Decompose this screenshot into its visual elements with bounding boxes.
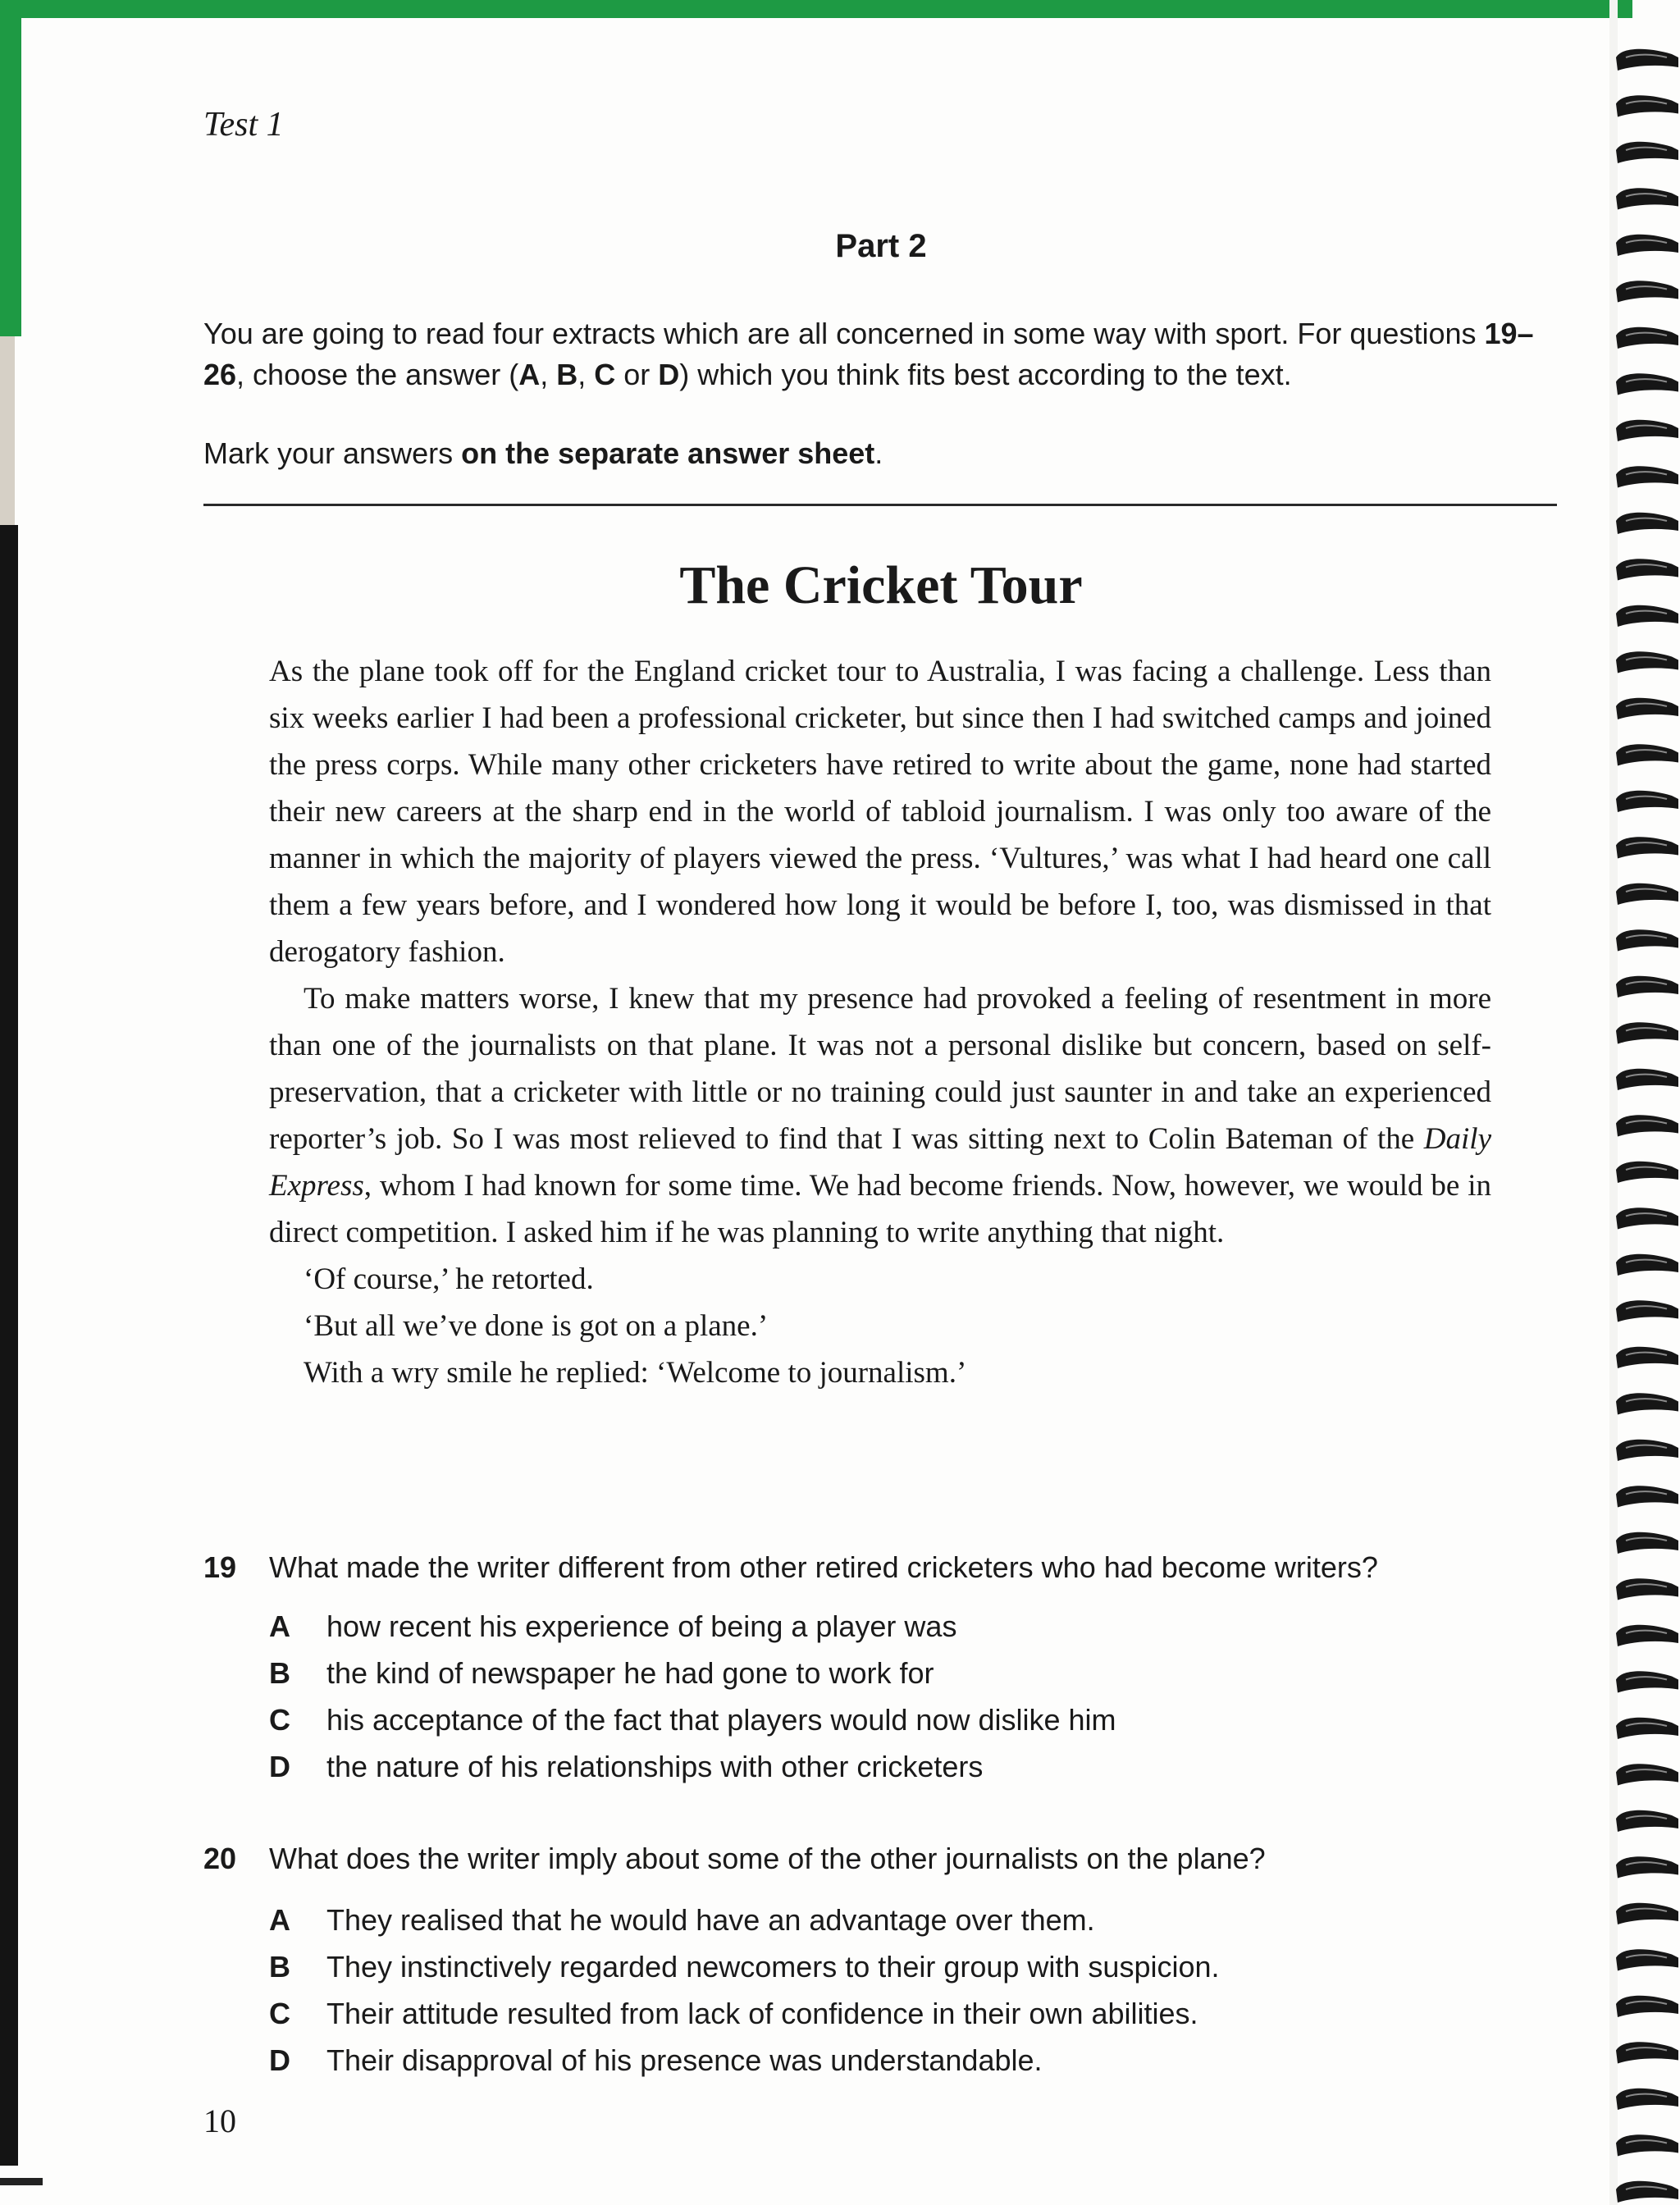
spiral-coil: [1616, 142, 1678, 163]
spiral-coil: [1616, 1996, 1678, 2017]
spiral-coil: [1616, 281, 1678, 302]
article-paragraph: To make matters worse, I knew that my presence had provoked a feeling of resentment in more than one of the journalists on that plane. It was not a personal dislike but concern, based on self-preservation, that a cricketer with little or no training could just saunter in and take an experienced reporter’s job. So I was most relieved to find that I was sitting next to Colin Bateman of the Daily Express, whom I had known for some time. We had become friends. Now, however, we would be in direct competition. I asked him if he was planning to write anything that night.: [269, 982, 1491, 1249]
spiral-binding: [1608, 0, 1680, 2205]
newspaper-name: Daily Express: [269, 1122, 1491, 1203]
section-divider: [203, 504, 1557, 506]
book-edge-top: [0, 0, 1632, 18]
dialogue-line: With a wry smile he replied: ‘Welcome to journalism.’: [304, 1356, 967, 1390]
spiral-coil: [1616, 1162, 1678, 1183]
page-edge-strip: [0, 336, 15, 525]
spiral-coil: [1616, 929, 1678, 951]
spiral-coil: [1616, 1254, 1678, 1276]
spiral-coil: [1616, 188, 1678, 209]
spiral-coil: [1616, 837, 1678, 858]
spiral-coil: [1616, 1578, 1678, 1600]
question-number: 19: [203, 1550, 237, 1584]
spiral-coil: [1616, 1069, 1678, 1090]
question-text: What made the writer different from other retired cricketers who had become writers?: [269, 1550, 1378, 1584]
spiral-coil: [1616, 1856, 1678, 1878]
spiral-coil: [1616, 2134, 1678, 2156]
spiral-coil: [1616, 1810, 1678, 1832]
spiral-coil: [1616, 1532, 1678, 1554]
article-body: [269, 648, 1491, 1396]
spiral-coil: [1616, 976, 1678, 998]
spiral-coil: [1616, 1625, 1678, 1646]
page-number: 10: [203, 2102, 236, 2139]
spiral-coil: [1616, 1764, 1678, 1785]
spiral-coil: [1616, 95, 1678, 116]
dialogue-line: ‘But all we’ve done is got on a plane.’: [304, 1309, 769, 1343]
book-edge-left: [0, 0, 21, 336]
spiral-coil: [1616, 1208, 1678, 1229]
spiral-coil: [1616, 1486, 1678, 1507]
page-edge-shadow: [0, 525, 18, 2166]
spiral-coil: [1616, 1718, 1678, 1739]
spiral-coil: [1616, 1903, 1678, 1924]
spiral-coil: [1616, 1347, 1678, 1368]
question-number: 20: [203, 1842, 237, 1875]
spiral-coil: [1616, 2181, 1678, 2203]
spiral-coil: [1616, 420, 1678, 441]
spiral-coil: [1616, 373, 1678, 395]
spiral-coil: [1616, 1300, 1678, 1322]
spiral-coil: [1616, 698, 1678, 719]
spiral-coil: [1616, 2042, 1678, 2063]
test-label: Test 1: [203, 106, 284, 144]
answer-sheet-instruction: Mark your answers on the separate answer sheet.: [203, 436, 883, 470]
corner-mark: [0, 2178, 43, 2185]
question-text: What does the writer imply about some of the other journalists on the plane?: [269, 1842, 1266, 1875]
spiral-coil: [1616, 513, 1678, 534]
spiral-coil: [1616, 791, 1678, 812]
spiral-coil: [1616, 1022, 1678, 1043]
spiral-coil: [1616, 1115, 1678, 1136]
spiral-coil: [1616, 2089, 1678, 2110]
spiral-coil: [1616, 1949, 1678, 1970]
spiral-coil: [1616, 1393, 1678, 1414]
spiral-coil: [1616, 744, 1678, 765]
spiral-coil: [1616, 1440, 1678, 1461]
document-page: Test 1 Part 2 You are going to read four extracts which are all concerned in some way with sport. For questions 19–26, choose the answer (A, B, C or D) which you think fits best according to the text. Mark your answers on the separate answer sheet. The Cricket Tour As the plane took off for the England cricket tour to Australia, I was facing a challenge. Less than six weeks earlier I had been a professional cricketer, but since then I had switched camps and joined the press corps. While many other cricketers have retired to write about the game, none had started their new careers at the sharp end in the world of tabloid journalism. I was only too aware of the manner in which the majority of players viewed the press. ‘Vultures,’ was what I had heard one call them a few years before, and I wondered how long it would be before I, too, was dismissed in that derogatory fashion. To make matters worse, I knew that my presence had provoked a feeling of resentment in more than one of the journalists on that plane. It was not a personal dislike but concern, based on self-preservation, that a cricketer with little or no training could just saunter in and take an experienced reporter’s job. So I was most relieved to find that I was sitting next to Colin Bateman of the Daily Express, whom I had known for some time. We had become friends. Now, however, we would be in direct competition. I asked him if he was planning to write anything that night. ‘Of course,’ he retorted. ‘But all we’ve done is got on a plane.’ With a wry smile he replied: ‘Welcome to journalism.’ 19 What made the writer different from other retired cricketers who had become writers? A how recent his experience of being a player was B the kind of newspaper he had gone to work for C his acceptance of the fact that players would now dislike him D the nature of his relationships with other cricketers 20 What does the writer imply about some of the other journalists on the plane? A They realised that he would have an advantage over them. B They instinctively regarded newcomers to their group with suspicion. C Their attitude resulted from lack of confidence in their own abilities. D Their disapproval of his presence was understandable. 10: [0, 0, 1680, 2205]
dialogue-line: ‘Of course,’ he retorted.: [304, 1262, 594, 1296]
spiral-coil: [1616, 1671, 1678, 1692]
spiral-coil: [1616, 651, 1678, 673]
article-title: The Cricket Tour: [679, 555, 1083, 615]
spiral-coil: [1616, 883, 1678, 905]
spiral-coil: [1616, 49, 1678, 71]
instructions-text: You are going to read four extracts which are all concerned in some way with sport. For questions 19–26, choose the answer (A, B, C or D) which you think fits best according to the text.: [203, 317, 1534, 391]
part-title: Part 2: [835, 228, 927, 264]
spiral-coil: [1616, 466, 1678, 487]
article-paragraph: As the plane took off for the England cricket tour to Australia, I was facing a challenge. Less than six weeks earlier I had been a professional cricketer, but since then I had switched camps and joined the press corps. While many other cricketers have retired to write about the game, none had started their new careers at the sharp end in the world of tabloid journalism. I was only too aware of the manner in which the majority of players viewed the press. ‘Vultures,’ was what I had heard one call them a few years before, and I wondered how long it would be before I, too, was dismissed in that derogatory fashion.: [269, 655, 1491, 969]
spiral-coil: [1616, 327, 1678, 349]
